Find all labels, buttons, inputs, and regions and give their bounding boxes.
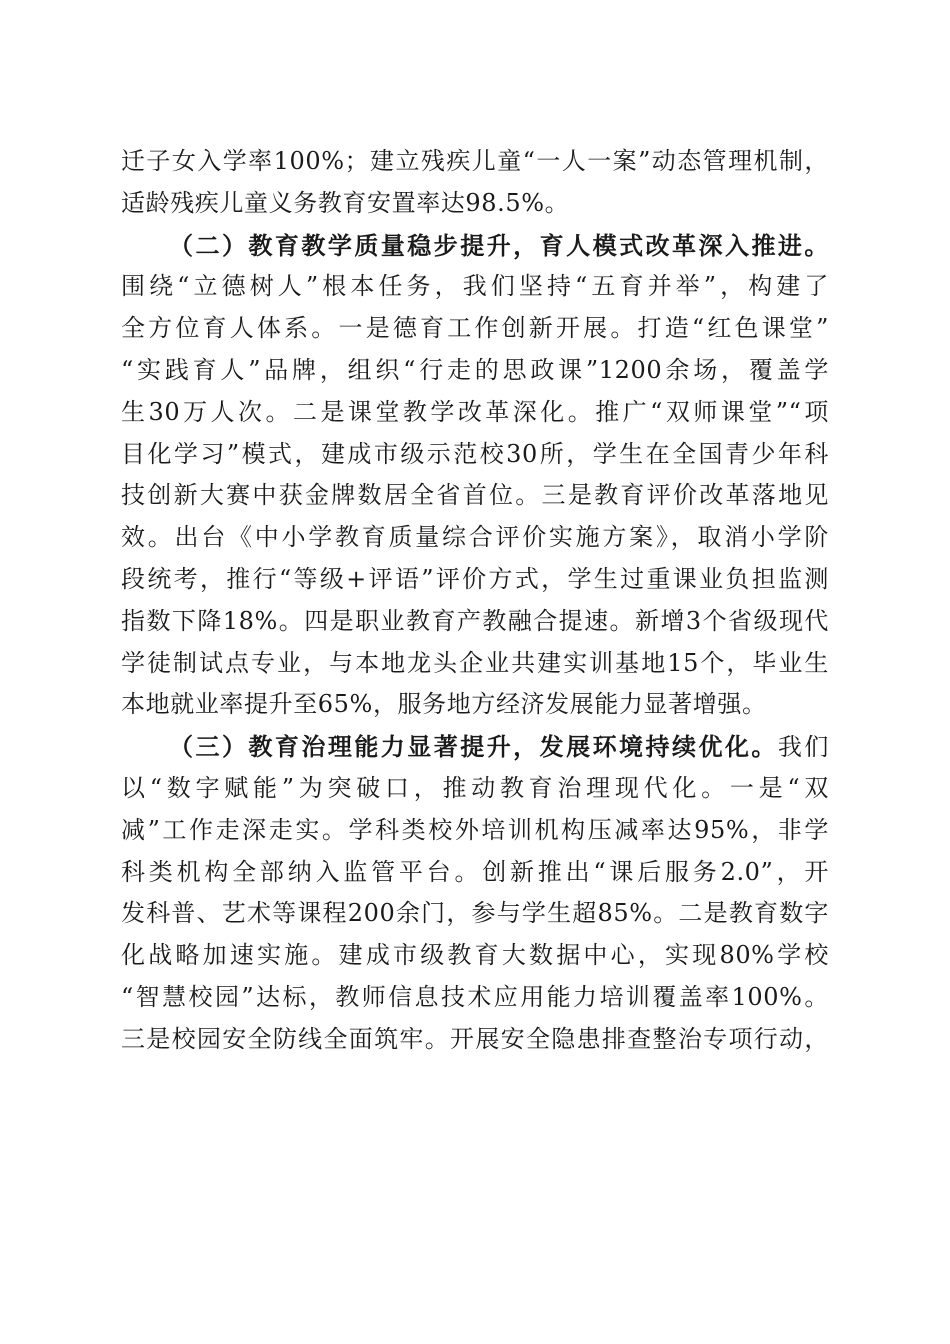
text-line	[121, 517, 829, 559]
body-text: 围绕“立德树人”根本任务，我们坚持“五育并举”，构建了	[121, 272, 829, 301]
body-text: 减”工作走深走实。学科类校外培训机构压减率达95%，非学	[121, 815, 829, 844]
document-body-text	[121, 141, 829, 1061]
body-text: 指数下降18%。四是职业教育产教融合提速。新增3个省级现代	[121, 606, 829, 635]
text-line	[121, 684, 829, 726]
text-line	[121, 308, 829, 350]
body-text: 段统考，推行“等级+评语”评价方式，学生过重课业负担监测	[121, 564, 829, 593]
body-text: 生30万人次。二是课堂教学改革深化。推广“双师课堂”“项	[121, 397, 829, 426]
body-text: 以“数字赋能”为突破口，推动教育治理现代化。一是“双	[121, 773, 829, 802]
body-text: 我们	[777, 733, 829, 762]
text-line	[121, 977, 829, 1019]
text-line	[121, 475, 829, 517]
text-line	[121, 183, 829, 225]
text-line	[121, 601, 829, 643]
body-text: 迁子女入学率100%；建立残疾儿童“一人一案”动态管理机制，	[121, 147, 829, 175]
text-line	[121, 225, 829, 267]
text-line	[121, 768, 829, 810]
body-text: 学徒制试点专业，与本地龙头企业共建实训基地15个，毕业生	[121, 648, 829, 677]
body-text: “实践育人”品牌，组织“行走的思政课”1200余场，覆盖学	[121, 355, 829, 384]
body-text: 全方位育人体系。一是德育工作创新开展。打造“红色课堂”	[121, 314, 829, 343]
text-line	[121, 1019, 829, 1061]
text-line	[121, 266, 829, 308]
body-text: 发科普、艺术等课程200余门，参与学生超85%。二是教育数字	[121, 899, 829, 928]
body-text: 目化学习”模式，建成市级示范校30所，学生在全国青少年科	[121, 439, 829, 468]
text-line	[121, 935, 829, 977]
section-heading-text: （二）教育教学质量稳步提升，育人模式改革深入推进。	[169, 230, 829, 260]
text-line	[121, 643, 829, 685]
text-line	[121, 810, 829, 852]
text-line	[121, 141, 829, 183]
text-line	[121, 893, 829, 935]
text-line	[121, 852, 829, 894]
text-line	[121, 392, 829, 434]
text-line	[121, 350, 829, 392]
body-text: 效。出台《中小学教育质量综合评价实施方案》，取消小学阶	[121, 523, 829, 552]
text-line	[121, 559, 829, 601]
body-text: 本地就业率提升至65%，服务地方经济发展能力显著增强。	[121, 690, 767, 719]
body-text: 技创新大赛中获金牌数居全省首位。三是教育评价改革落地见	[121, 481, 829, 510]
body-text: 三是校园安全防线全面筑牢。开展安全隐患排查整治专项行动，	[121, 1024, 829, 1053]
body-text: 科类机构全部纳入监管平台。创新推出“课后服务2.0”，开	[121, 857, 829, 886]
body-text: 适龄残疾儿童义务教育安置率达98.5%。	[121, 188, 570, 217]
text-line	[121, 434, 829, 476]
section-heading-text: （三）教育治理能力显著提升，发展环境持续优化。	[169, 732, 778, 762]
text-line	[121, 726, 829, 768]
body-text: “智慧校园”达标，教师信息技术应用能力培训覆盖率100%。	[121, 982, 829, 1011]
body-text: 化战略加速实施。建成市级教育大数据中心，实现80%学校	[121, 941, 829, 970]
